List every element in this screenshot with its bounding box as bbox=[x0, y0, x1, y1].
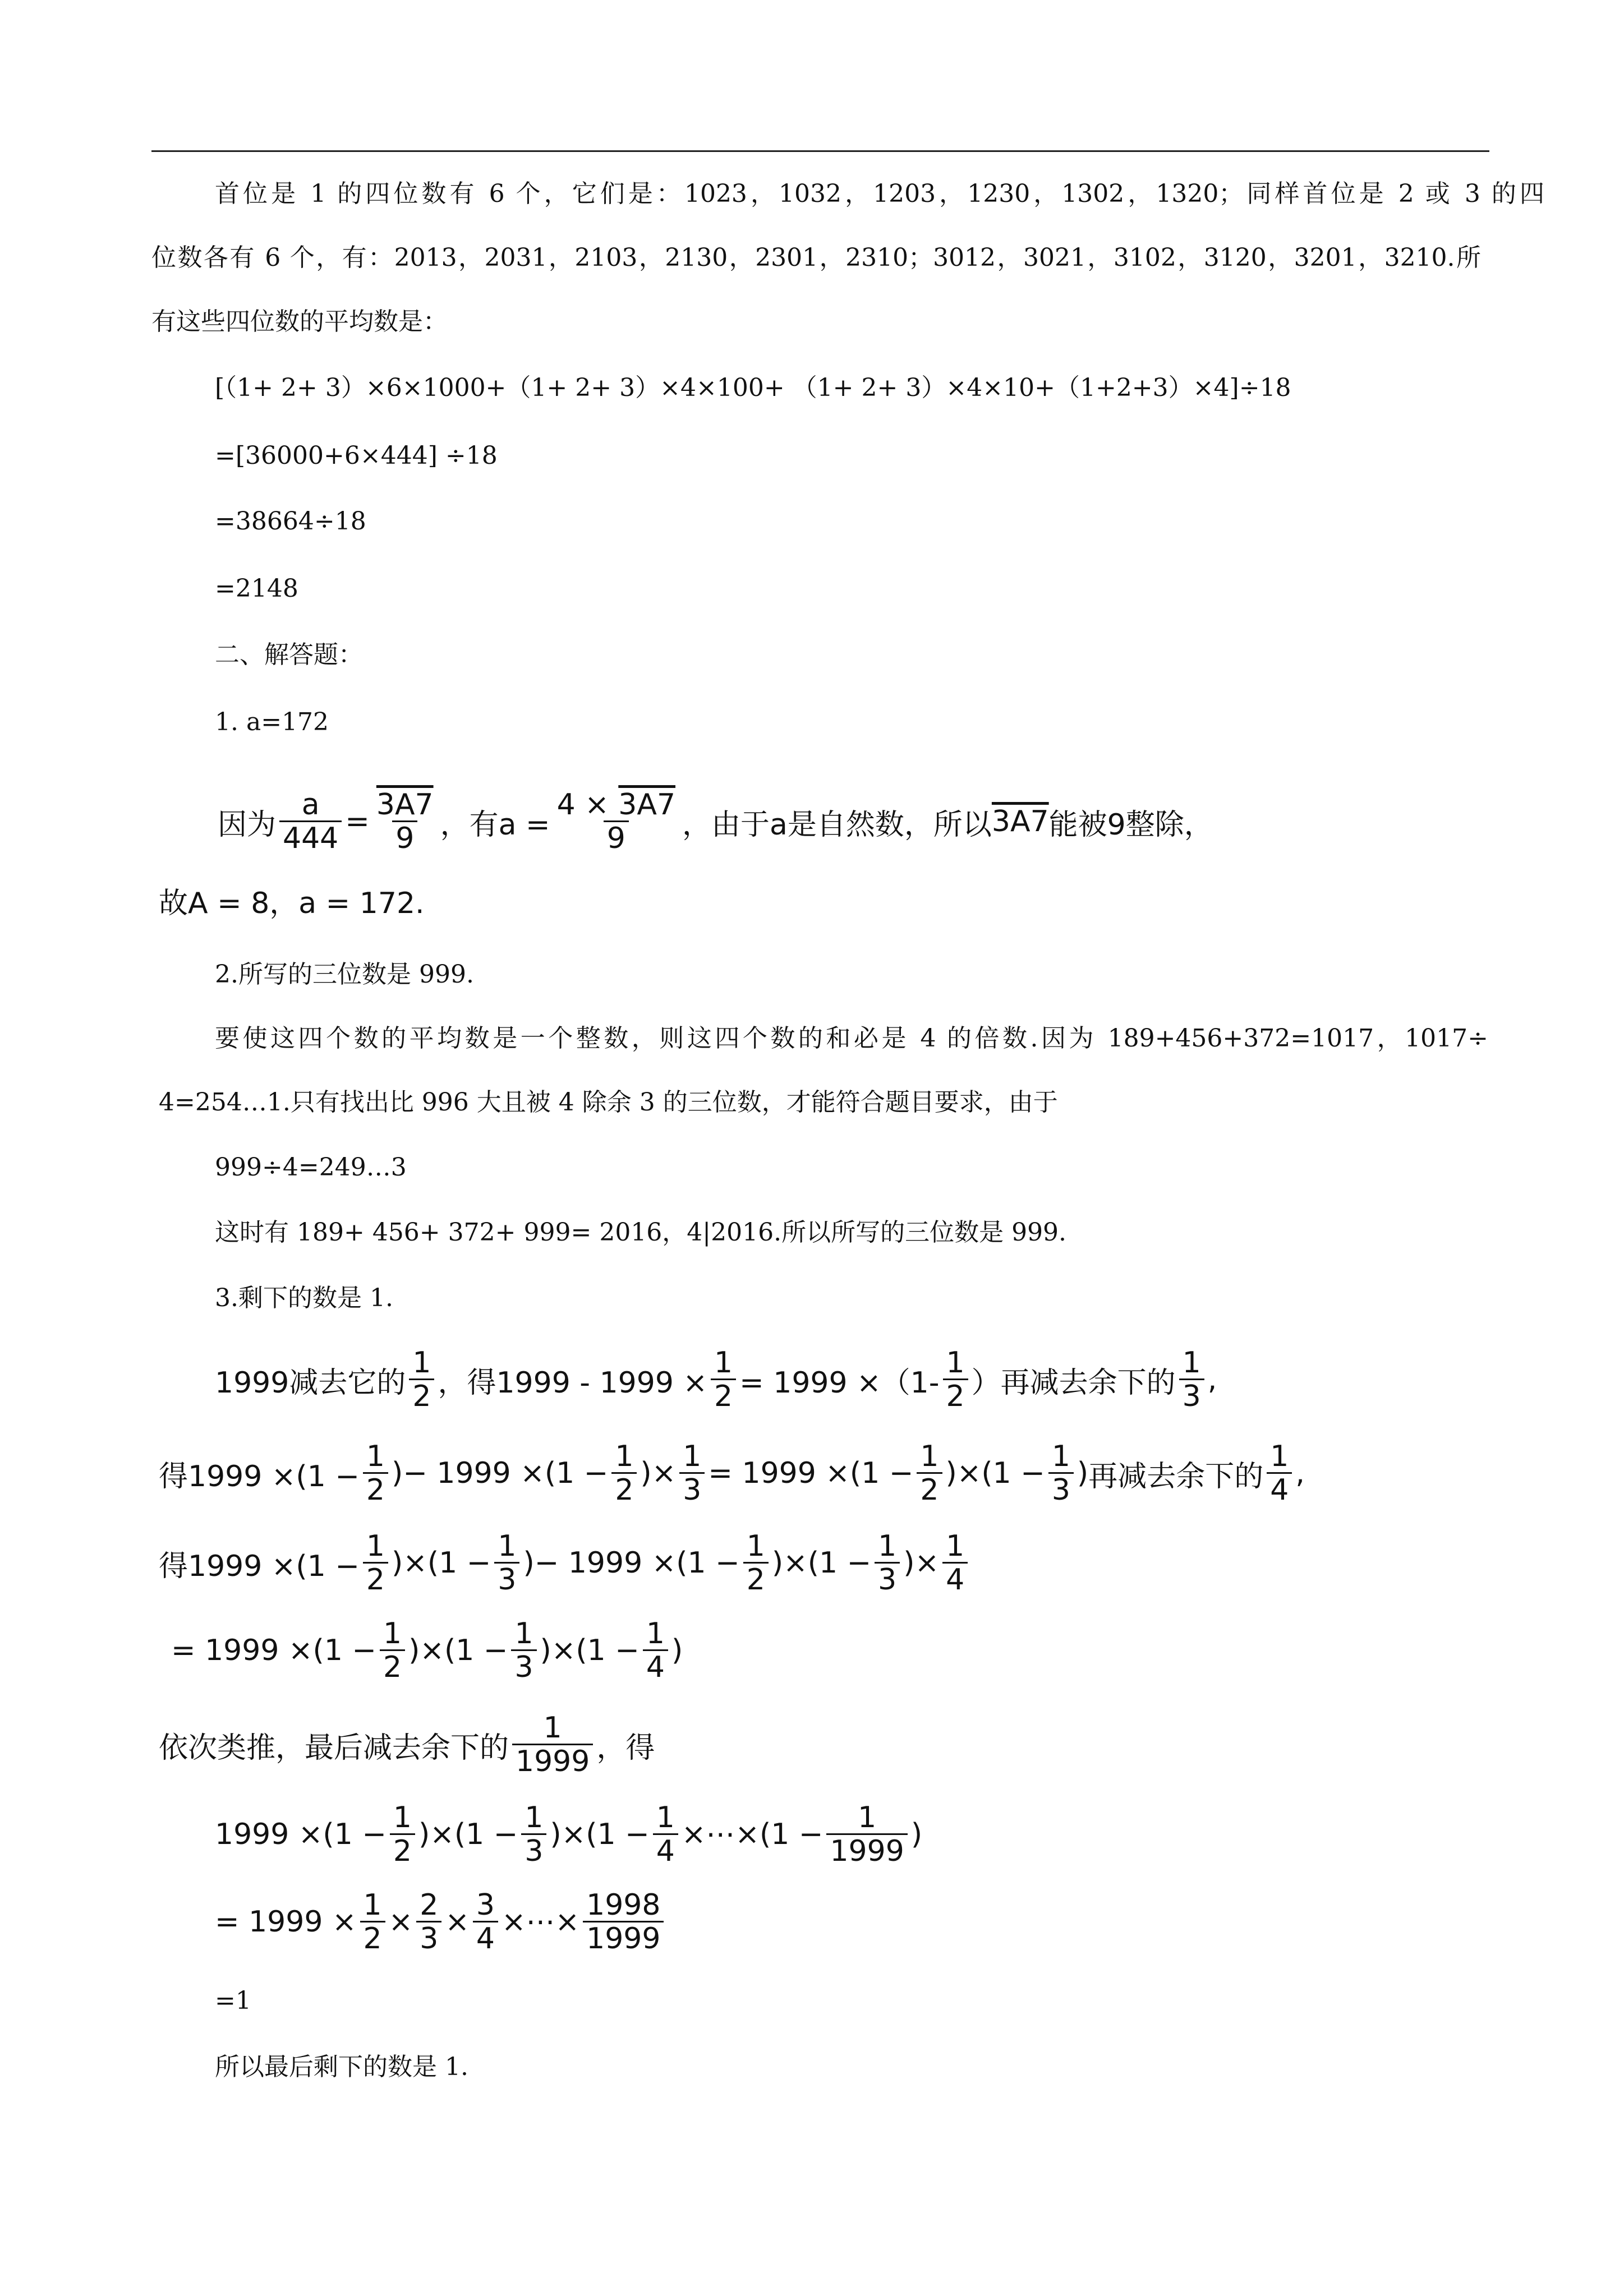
paragraph-line: 要使这四个数的平均数是一个整数，则这四个数的和必是 4 的倍数.因为 189+456+372=1017，1017÷ bbox=[215, 1024, 1488, 1053]
fraction: $\frac{1}{3}$ bbox=[875, 1531, 900, 1595]
fraction: $\frac{1}{2}$ bbox=[390, 1802, 415, 1866]
equation-line: =[36000+6×444] ÷18 bbox=[215, 441, 498, 470]
answer-line: 1. a=172 bbox=[215, 708, 329, 736]
equation-line: 999÷4=249…3 bbox=[215, 1153, 407, 1182]
formula-q3-line4: = 1999 ×(1 − $\frac{1}{2}$ )×(1 − $\frac{1}{3}$ )×(1 − $\frac{1}{4}$ ) bbox=[171, 1616, 683, 1684]
formula-q3-line2: 得1999 ×(1 − $\frac{1}{2}$ ) − 1999 ×(1 − $\frac{1}{2}$ ) × $\frac{1}{3}$ = 1999 ×(1 − $\frac{1}{2}$ )×(1 − $\frac{1}{3}$ ) 再减去余下的 $\frac{1}{4}$ , bbox=[159, 1439, 1305, 1507]
fraction: $\frac{1}{4}$ bbox=[942, 1531, 968, 1595]
fraction: $\frac{2}{3}$ bbox=[416, 1890, 441, 1954]
fraction: $\frac{1}{2}$ bbox=[363, 1441, 388, 1505]
paragraph-line: 4=254…1.只有找出比 996 大且被 4 除余 3 的三位数，才能符合题目要求，由于 bbox=[159, 1088, 1058, 1117]
fraction: $\frac{1}{3}$ bbox=[521, 1802, 546, 1866]
formula-text: 因为 bbox=[218, 808, 277, 842]
fraction: $\frac{1}{3}$ bbox=[1048, 1441, 1074, 1505]
fraction: $\frac{3}{4}$ bbox=[473, 1890, 498, 1954]
fraction: $\frac{3A7}{9}$ bbox=[376, 787, 434, 855]
fraction: $\frac{1}{2}$ bbox=[360, 1890, 385, 1954]
answer-line: 3.剩下的数是 1. bbox=[215, 1284, 393, 1312]
fraction: $\frac{4 \times 3A7}{9}$ bbox=[556, 787, 676, 855]
fraction: $\frac{1}{4}$ bbox=[1267, 1441, 1292, 1505]
equation-line: =2148 bbox=[215, 574, 298, 603]
conclusion-line: 所以最后剩下的数是 1. bbox=[215, 2053, 468, 2081]
fraction: $\frac{1}{3}$ bbox=[679, 1441, 705, 1505]
fraction: $\frac{1}{4}$ bbox=[643, 1619, 668, 1682]
fraction: $\frac{1}{3}$ bbox=[494, 1531, 519, 1595]
paragraph-line: 首位是 1 的四位数有 6 个，它们是：1023，1032，1203，1230，1302，1320；同样首位是 2 或 3 的四 bbox=[215, 179, 1544, 208]
formula-q3-line1: 1999减去它的 $\frac{1}{2}$ ，得1999 - 1999 × $\frac{1}{2}$ = 1999 ×（1- $\frac{1}{2}$ ）再减去余下的 $\frac{1}{3}$ , bbox=[215, 1345, 1217, 1413]
answer-line: 2.所写的三位数是 999. bbox=[215, 960, 474, 989]
fraction: $\frac{1}{3}$ bbox=[511, 1619, 536, 1682]
equation-line: =38664÷18 bbox=[215, 507, 366, 536]
formula-q3-line5: 依次类推，最后减去余下的 $\frac{1}{1999}$ ，得 bbox=[159, 1711, 655, 1778]
fraction: $\frac{a}{444}$ bbox=[279, 790, 342, 854]
fraction: $\frac{1}{2}$ bbox=[363, 1531, 388, 1595]
formula-q3-line6: 1999 ×(1 − $\frac{1}{2}$ )×(1 − $\frac{1}{3}$ )×(1 − $\frac{1}{4}$ ×⋯×(1 − $\frac{1}{1999}$ ) bbox=[215, 1800, 923, 1868]
equation-line: =1 bbox=[215, 1986, 251, 2015]
paragraph-line: 这时有 189+ 456+ 372+ 999= 2016，4|2016.所以所写的三位数是 999. bbox=[215, 1218, 1067, 1247]
fraction: $\frac{1}{2}$ bbox=[611, 1441, 637, 1505]
fraction: $\frac{1}{2}$ bbox=[943, 1348, 968, 1412]
fraction: $\frac{1}{1999}$ bbox=[826, 1802, 907, 1866]
formula-q1-line1: 因为 $\frac{a}{444}$ = $\frac{3A7}{9}$ ，有a = $\frac{4 \times 3A7}{9}$ ，由于a是自然数，所以 3A7 能被9整除， bbox=[218, 787, 1213, 855]
fraction: $\frac{1}{2}$ bbox=[380, 1619, 405, 1682]
fraction: $\frac{1}{3}$ bbox=[1179, 1348, 1204, 1412]
paragraph-line: 有这些四位数的平均数是： bbox=[151, 307, 448, 336]
fraction: $\frac{1}{2}$ bbox=[711, 1348, 736, 1412]
paragraph-line: 位数各有 6 个，有：2013，2031，2103，2130，2301，2310；3012，3021，3102，3120，3201，3210.所 bbox=[151, 243, 1481, 272]
fraction: $\frac{1}{2}$ bbox=[743, 1531, 769, 1595]
fraction: $\frac{1}{2}$ bbox=[917, 1441, 942, 1505]
fraction: $\frac{1998}{1999}$ bbox=[583, 1890, 664, 1954]
formula-q3-line3: 得1999 ×(1 − $\frac{1}{2}$ )×(1 − $\frac{1}{3}$ ) − 1999 ×(1 − $\frac{1}{2}$ )×(1 − $\frac{1}{3}$ ) × $\frac{1}{4}$ bbox=[159, 1521, 971, 1605]
fraction: $\frac{1}{2}$ bbox=[409, 1348, 434, 1412]
section-heading: 二、解答题： bbox=[215, 640, 363, 669]
equation-line: [（1+ 2+ 3）×6×1000+（1+ 2+ 3）×4×100+ （1+ 2+ 3）×4×10+（1+2+3）×4]÷18 bbox=[215, 374, 1291, 402]
formula-q3-line7: = 1999 × $\frac{1}{2}$ × $\frac{2}{3}$ × $\frac{3}{4}$ ×⋯× $\frac{1998}{1999}$ bbox=[215, 1880, 667, 1964]
header-rule bbox=[151, 150, 1489, 152]
formula-q1-line2: 故A = 8，a = 172. bbox=[159, 886, 425, 920]
fraction: $\frac{1}{1999}$ bbox=[512, 1713, 593, 1777]
fraction: $\frac{1}{4}$ bbox=[653, 1802, 678, 1866]
